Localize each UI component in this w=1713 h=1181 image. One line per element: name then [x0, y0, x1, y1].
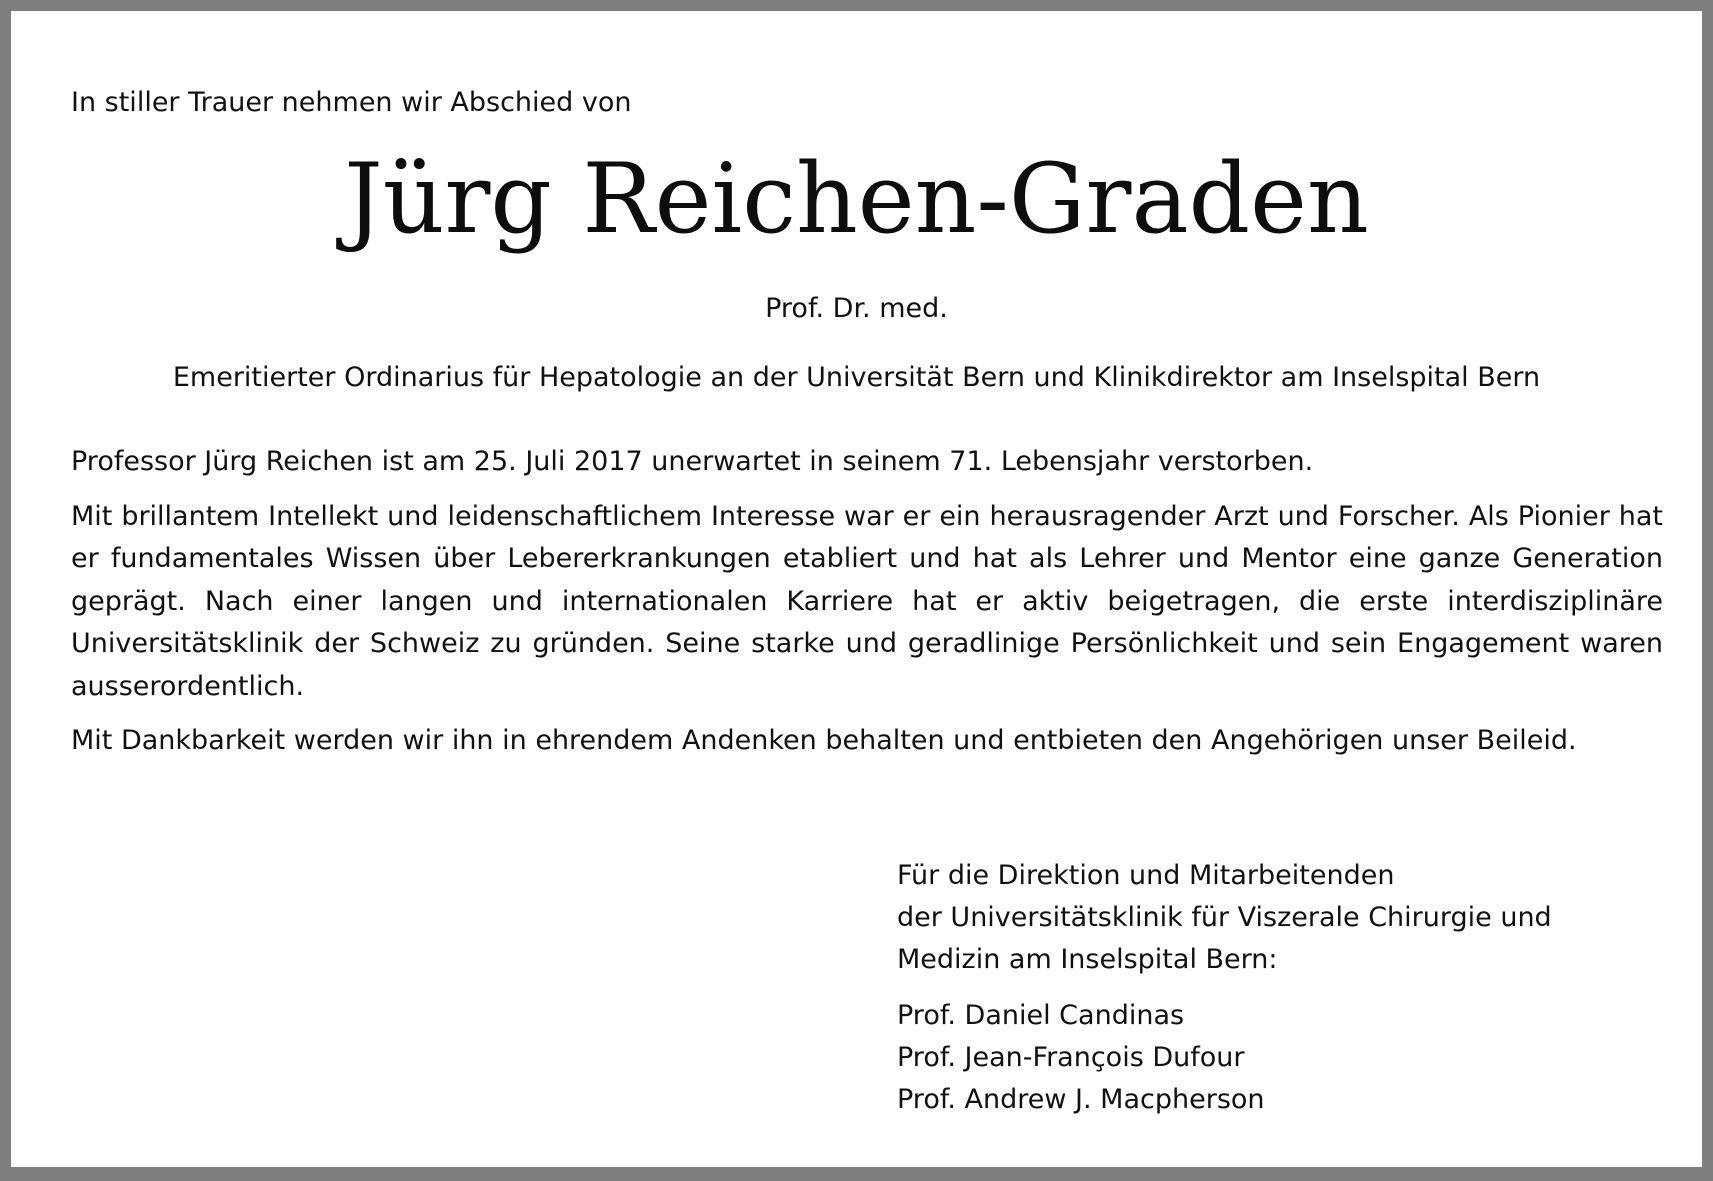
organization-line: Für die Direktion und Mitarbeitenden	[897, 860, 1395, 891]
signer-name: Prof. Daniel Candinas	[897, 1000, 1185, 1031]
signer-list	[897, 995, 1552, 1121]
signature-block	[897, 855, 1552, 1121]
signer-name: Prof. Jean-François Dufour	[897, 1042, 1245, 1073]
notice-body	[71, 441, 1663, 775]
organization-line: Medizin am Inselspital Bern:	[897, 944, 1278, 975]
signer-name: Prof. Andrew J. Macpherson	[897, 1084, 1265, 1115]
deceased-name: Jürg Reichen-Graden	[344, 143, 1369, 255]
paragraph-tribute: Mit brillantem Intellekt und leidenschaftlichem Interesse war er ein herausragender Arzt und Forscher. Als Pionier hat er fundamentales Wissen über Lebererkrankungen etabliert und hat als Lehrer und Mentor eine ganze Generation geprägt. Nach einer langen und internationalen Karriere hat er aktiv beigetragen, die erste interdisziplinäre Universitätsklinik der Schweiz zu gründen. Seine starke und geradlinige Persönlichkeit und sein Engagement waren ausserordentlich.	[71, 500, 1663, 702]
intro-line: In stiller Trauer nehmen wir Abschied von	[71, 87, 632, 118]
academic-title: Prof. Dr. med.	[765, 293, 948, 324]
position-line: Emeritierter Ordinarius für Hepatologie an der Universität Bern und Klinikdirektor am Inselspital Bern	[172, 362, 1541, 393]
organization-line: der Universitätsklinik für Viszerale Chirurgie und	[897, 902, 1552, 933]
paragraph-announcement: Professor Jürg Reichen ist am 25. Juli 2017 unerwartet in seinem 71. Lebensjahr verstorben.	[71, 446, 1314, 477]
signature-organization	[897, 855, 1552, 981]
paragraph-condolence: Mit Dankbarkeit werden wir ihn in ehrendem Andenken behalten und entbieten den Angehörigen unser Beileid.	[71, 725, 1577, 756]
